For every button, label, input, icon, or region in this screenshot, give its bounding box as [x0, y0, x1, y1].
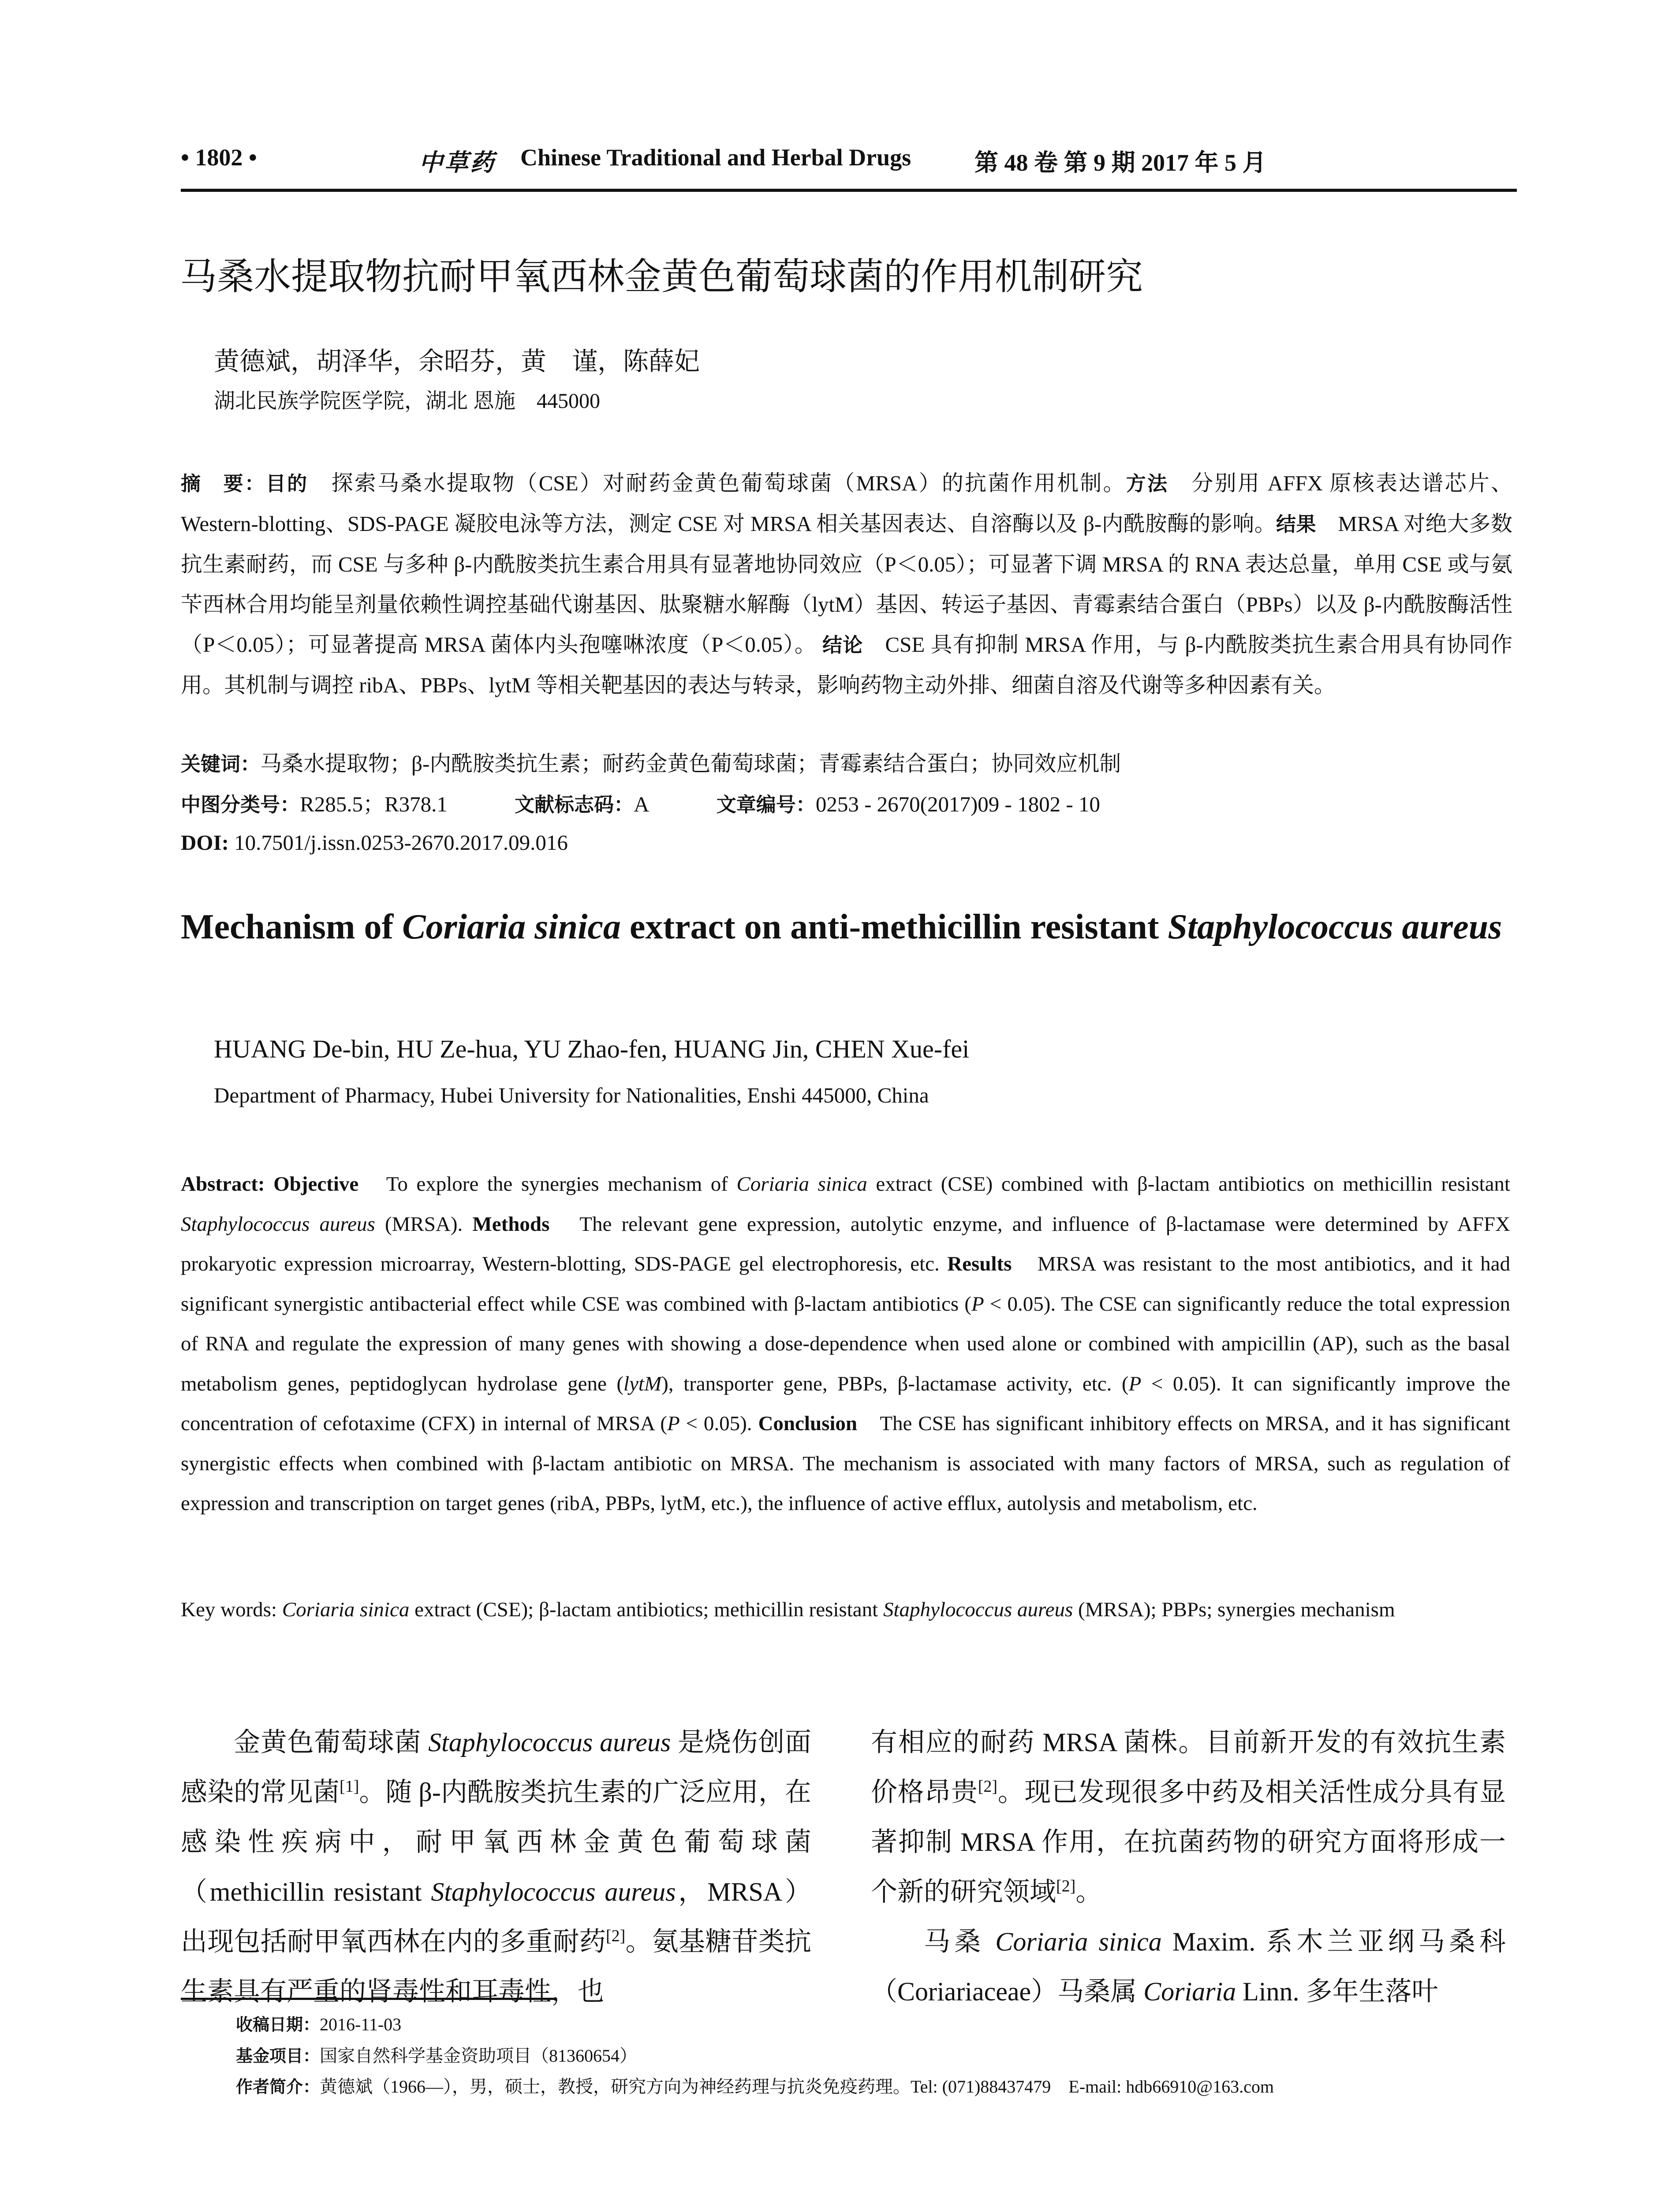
doi-label: DOI:	[181, 830, 229, 855]
footnote-author: 作者简介：黄德斌（1966—），男，硕士，教授，研究方向为神经药理与抗炎免疫药理。Tel: (071)88437479 E-mail: hdb66910@163.com	[236, 2077, 1274, 2097]
keywords-label: 关键词：	[181, 752, 261, 776]
objective-label: 目的	[265, 472, 309, 495]
doi-line	[181, 822, 1512, 863]
chinese-abstract	[181, 463, 1512, 705]
english-abstract: Abstract: Objective To explore the synergies mechanism of Coriaria sinica extract (CSE) combined with β-lactam antibiotics on methicillin resistant Staphylococcus aureus (MRSA). Methods The relevant gene expression, autolytic enzyme, and influence of β-lactamase were determined by AFFX prokaryotic expression microarray, Western-blotting, SDS-PAGE gel electrophoresis, etc. Results MRSA was resistant to the most antibiotics, and it had significant synergistic antibacterial effect while CSE was combined with β-lactam antibiotics (P < 0.05). The CSE can significantly reduce the total expression of RNA and regulate the expression of many genes with showing a dose-dependence when used alone or combined with ampicillin (AP), such as the basal metabolism genes, peptidoglycan hydrolase gene (lytM), transporter gene, PBPs, β-lactamase activity, etc. (P < 0.05). It can significantly improve the concentration of cefotaxime (CFX) in internal of MRSA (P < 0.05). Conclusion The CSE has significant inhibitory effects on MRSA, and it has significant synergistic effects when combined with β-lactam antibiotic on MRSA. The mechanism is associated with many factors of MRSA, such as regulation of expression and transcription on target genes (ribA, PBPs, lytM, etc.), the influence of active efflux, autolysis and metabolism, etc.	[181, 1173, 1511, 1515]
clc-label: 中图分类号：	[181, 793, 300, 816]
conclusion-text: CSE 具有抑制 MRSA 作用，与 β-内酰胺类抗生素合用具有协同作用。其机制与调控 ribA、PBPs、lytM 等相关靶基因的表达与转录，影响药物主动外排、细菌自溶及代谢等多种因素有关。	[181, 632, 1512, 697]
citation-ref[interactable]: [1]	[340, 1777, 359, 1796]
english-authors: HUANG De-bin, HU Ze-hua, YU Zhao-fen, HUANG Jin, CHEN Xue-fei	[214, 1035, 970, 1063]
english-keywords: Key words: Coriaria sinica extract (CSE); β-lactam antibiotics; methicillin resistant Staphylococcus aureus (MRSA); PBPs; synergies mechanism	[181, 1598, 1395, 1621]
running-header	[181, 140, 1517, 192]
body-column-right: 有相应的耐药 MRSA 菌株。目前新开发的有效抗生素价格昂贵[2]。现已发现很多中药及相关活性成分具有显著抑制 MRSA 作用，在抗菌药物的研究方面将形成一个新的研究领域[2]。 马桑 Coriaria sinica Maxim. 系木兰亚纲马桑科（Coriariaceae）马桑属 Coriaria Linn. 多年生落叶	[871, 1728, 1506, 2006]
chinese-authors: 黄德斌，胡泽华，余昭芬，黄 谨，陈薛妃	[214, 347, 700, 376]
methods-label: 方法	[1126, 472, 1169, 495]
en-results-label: Results	[947, 1252, 1012, 1275]
english-title: Mechanism of Coriaria sinica extract on anti-methicillin resistant Staphylococcus aureus	[181, 908, 1502, 946]
body-column-left: 金黄色葡萄球菌 Staphylococcus aureus 是烧伤创面感染的常见菌[1]。随 β-内酰胺类抗生素的广泛应用，在感染性疾病中，耐甲氧西林金黄色葡萄球菌（methicillin resistant Staphylococcus aureus，MRSA）出现包括耐甲氧西林在内的多重耐药[2]。氨基糖苷类抗生素具有严重的肾毒性和耳毒性，也	[181, 1728, 812, 2006]
article-number-label: 文章编号：	[716, 793, 816, 816]
chinese-affiliation: 湖北民族学院医学院，湖北 恩施 445000	[214, 389, 601, 413]
objective-text: 探索马桑水提取物（CSE）对耐药金黄色葡萄球菌（MRSA）的抗菌作用机制。	[308, 471, 1126, 495]
issue-info: 第 48 卷 第 9 期 2017 年 5 月	[974, 149, 1266, 176]
methods-text: 分别用 AFFX 原核表达谱芯片、Western-blotting、SDS-PAGE 凝胶电泳等方法，测定 CSE 对 MRSA 相关基因表达、自溶酶以及 β-内酰胺酶的影响。	[181, 471, 1512, 536]
footnote-divider	[181, 1998, 556, 2000]
results-text: MRSA 对绝大多数抗生素耐药，而 CSE 与多种 β-内酰胺类抗生素合用具有显著地协同效应（P＜0.05）；可显著下调 MRSA 的 RNA 表达总量，单用 CSE 或与氨苄西林合用均能呈剂量依赖性调控基础代谢基因、肽聚糖水解酶（lytM）基因、转运子基因、青霉素结合蛋白（PBPs）以及 β-内酰胺酶活性（P＜0.05）；可显著提高 MRSA 菌体内头孢噻啉浓度（P＜0.05）。	[181, 512, 1512, 657]
journal-name: Chinese Traditional and Herbal Drugs	[520, 144, 911, 171]
journal-logo: 中草药	[419, 149, 496, 176]
page-number: • 1802 •	[181, 144, 257, 171]
citation-ref[interactable]: [2]	[605, 1927, 626, 1945]
doccode-label: 文献标志码：	[515, 793, 634, 816]
chinese-keywords	[181, 744, 1512, 784]
doccode-value: A	[634, 792, 650, 816]
english-affiliation: Department of Pharmacy, Hubei University for Nationalities, Enshi 445000, China	[214, 1083, 929, 1107]
en-conclusion-label: Conclusion	[758, 1412, 858, 1435]
en-abstract-label: Abstract: Objective	[181, 1173, 359, 1196]
classification-line	[181, 784, 1512, 825]
chinese-title: 马桑水提取物抗耐甲氧西林金黄色葡萄球菌的作用机制研究	[180, 255, 1143, 298]
citation-ref[interactable]: [2]	[1056, 1877, 1076, 1895]
footnote-received: 收稿日期：2016-11-03	[236, 2014, 402, 2034]
en-keywords-label: Key words:	[181, 1598, 277, 1621]
doi-link[interactable]: 10.7501/j.issn.0253-2670.2017.09.016	[228, 830, 568, 855]
keywords-text: 马桑水提取物；β-内酰胺类抗生素；耐药金黄色葡萄球菌；青霉素结合蛋白；协同效应机制	[260, 751, 1121, 776]
citation-ref[interactable]: [2]	[978, 1777, 998, 1796]
results-label: 结果	[1276, 512, 1316, 536]
article-number-value: 0253 - 2670(2017)09 - 1802 - 10	[815, 792, 1100, 816]
en-methods-label: Methods	[472, 1212, 550, 1236]
footnote-fund: 基金项目：国家自然科学基金资助项目（81360654）	[236, 2046, 638, 2066]
clc-value: R285.5；R378.1	[300, 792, 448, 816]
abstract-label: 摘 要：	[181, 472, 266, 495]
conclusion-label: 结论	[822, 633, 863, 657]
